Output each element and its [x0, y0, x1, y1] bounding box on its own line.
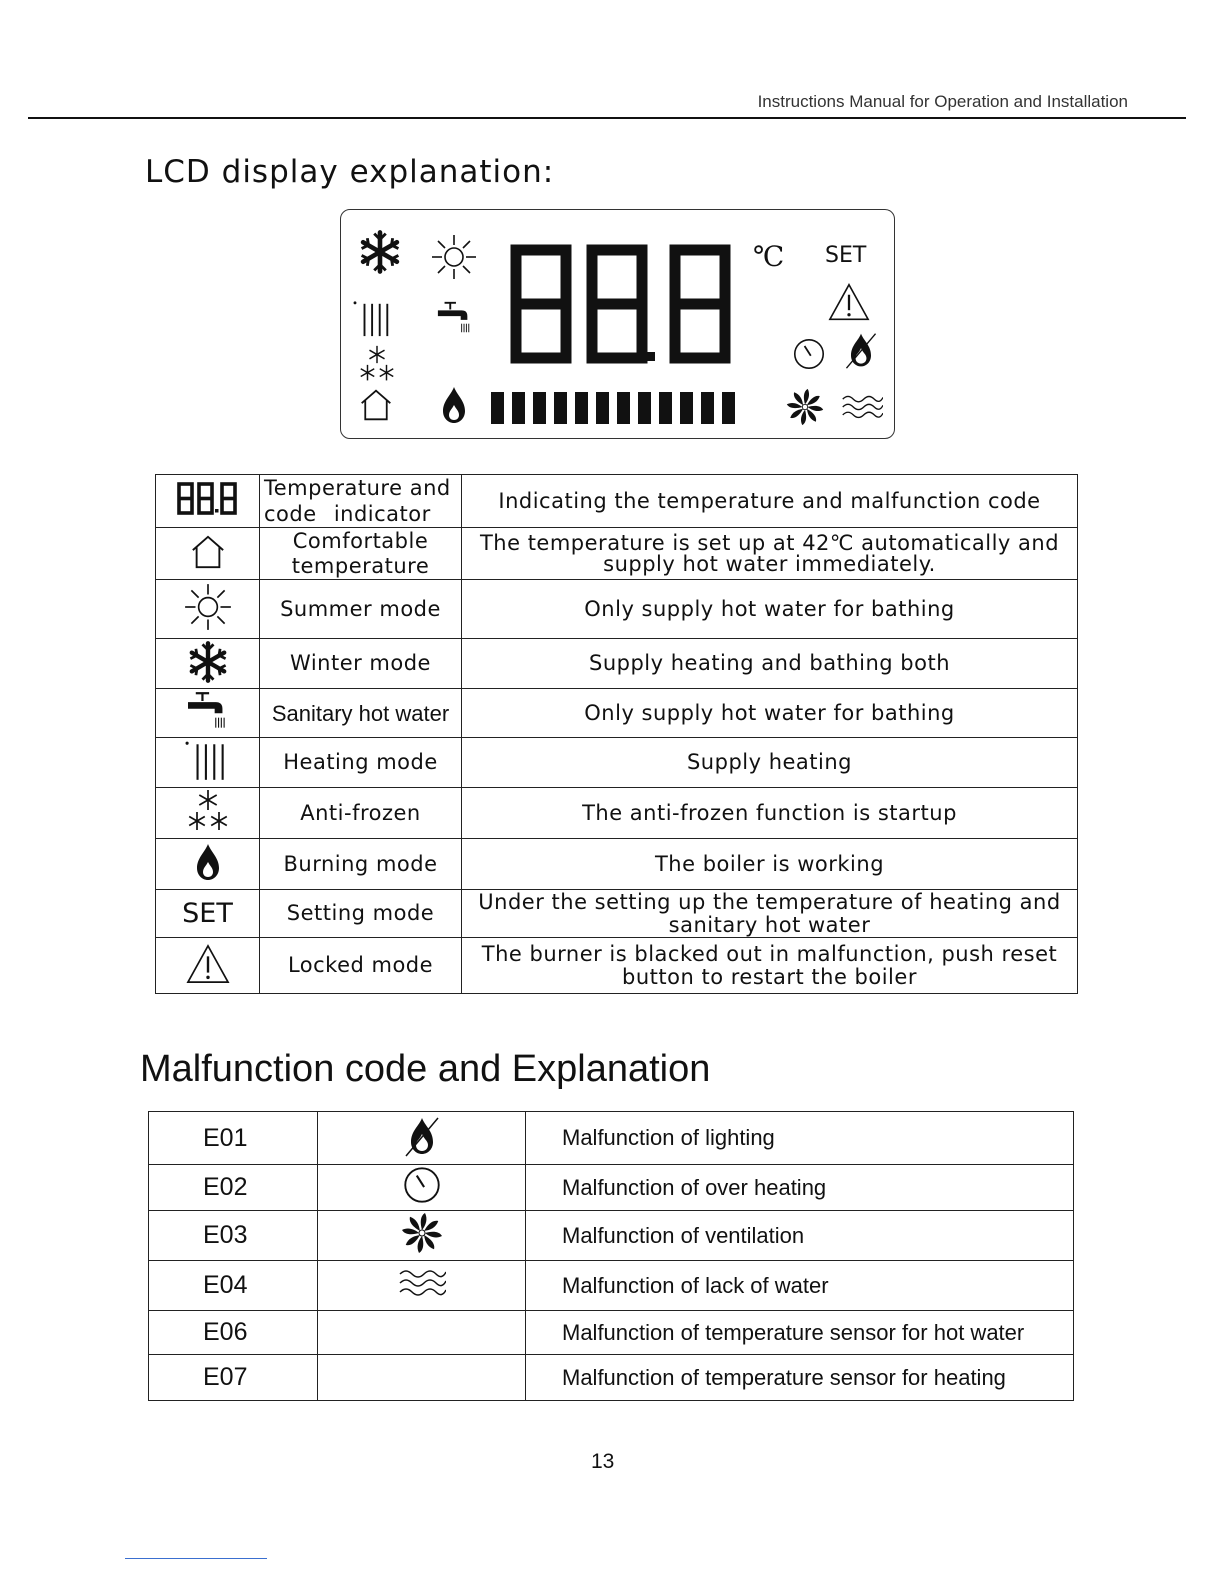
malfunction-description: Malfunction of temperature sensor for hot water	[526, 1311, 1074, 1355]
flame-crossed-icon	[400, 1114, 444, 1158]
lcd-display	[340, 209, 895, 439]
header-title: Instructions Manual for Operation and Installation	[757, 92, 1128, 111]
row-name: Burning mode	[260, 839, 462, 890]
table-row	[149, 1355, 1074, 1401]
thermostat-dial-icon	[399, 1166, 445, 1204]
footer-rule	[125, 1558, 267, 1559]
snowflake-icon	[362, 232, 399, 271]
malfunction-description: Malfunction of lack of water	[526, 1261, 1074, 1311]
row-description: The burner is blacked out in malfunction, push reset button to restart the boiler	[462, 938, 1078, 994]
row-name: Winter mode	[260, 639, 462, 689]
flame-crossed-icon	[846, 334, 875, 369]
malfunction-description: Malfunction of lighting	[526, 1112, 1074, 1165]
row-name: Anti-frozen	[260, 788, 462, 839]
empty-icon-cell	[318, 1311, 526, 1355]
table-row	[156, 475, 1078, 528]
thermostat-dial-icon	[795, 340, 823, 368]
radiator-icon	[354, 301, 388, 336]
page-number: 13	[591, 1450, 615, 1473]
house-icon	[189, 534, 227, 570]
malfunction-description: Malfunction of over heating	[526, 1165, 1074, 1211]
row-name: Temperature and	[264, 476, 451, 500]
table-row	[156, 689, 1078, 738]
decimal-point	[646, 352, 655, 361]
malfunction-description: Malfunction of temperature sensor for heating	[526, 1355, 1074, 1401]
faucet-icon	[185, 691, 231, 731]
table-row	[156, 890, 1078, 938]
flame-icon	[443, 387, 465, 423]
row-description: The boiler is working	[462, 839, 1078, 890]
malfunction-code: E01	[149, 1112, 318, 1165]
malfunction-code: E04	[149, 1261, 318, 1311]
header-rule	[28, 117, 1186, 119]
table-row	[156, 639, 1078, 689]
lcd-section-title: LCD display explanation:	[145, 154, 555, 190]
lcd-legend-table	[155, 474, 1078, 994]
row-name: Summer mode	[260, 580, 462, 639]
snowflake-icon	[186, 640, 230, 684]
lcd-digits	[516, 250, 725, 358]
warning-icon	[185, 943, 231, 985]
table-row	[156, 788, 1078, 839]
fan-icon	[787, 389, 823, 425]
table-row	[156, 738, 1078, 788]
house-icon	[362, 391, 391, 420]
table-row	[156, 528, 1078, 580]
anti-frozen-icon	[185, 789, 231, 833]
flame-icon	[193, 841, 223, 883]
table-row	[156, 938, 1078, 994]
set-indicator: SET	[825, 243, 867, 268]
malfunction-code: E07	[149, 1355, 318, 1401]
anti-frozen-icon	[361, 346, 393, 381]
row-name: Locked mode	[260, 938, 462, 994]
table-row	[149, 1261, 1074, 1311]
table-row	[149, 1211, 1074, 1261]
row-name: Setting mode	[260, 890, 462, 938]
empty-icon-cell	[318, 1355, 526, 1401]
set-icon: SET	[156, 890, 260, 938]
row-description: Only supply hot water for bathing	[462, 689, 1078, 738]
row-description: The anti-frozen function is startup	[462, 788, 1078, 839]
faucet-icon	[438, 303, 469, 332]
celsius-unit: ℃	[753, 240, 785, 273]
table-row	[156, 580, 1078, 639]
water-waves-icon	[398, 1266, 446, 1300]
level-bar	[491, 392, 735, 424]
table-row	[156, 839, 1078, 890]
row-description: Only supply hot water for bathing	[462, 580, 1078, 639]
row-description: Indicating the temperature and malfunction code	[462, 475, 1078, 528]
water-waves-icon	[843, 397, 883, 418]
malfunction-description: Malfunction of ventilation	[526, 1211, 1074, 1261]
malfunction-code: E03	[149, 1211, 318, 1261]
table-row	[149, 1112, 1074, 1165]
table-row	[149, 1165, 1074, 1211]
row-name: Comfortable	[292, 528, 429, 553]
row-name: Heating mode	[260, 738, 462, 788]
radiator-icon	[185, 740, 231, 782]
table-row	[149, 1311, 1074, 1355]
row-description: Supply heating	[462, 738, 1078, 788]
sun-icon	[432, 235, 476, 279]
sun-icon	[182, 581, 234, 633]
row-description: Under the setting up the temperature of heating and sanitary hot water	[462, 890, 1078, 938]
fan-icon	[400, 1211, 444, 1255]
row-description: The temperature is set up at 42℃ automatically and supply hot water immediately.	[462, 528, 1078, 580]
row-description: Supply heating and bathing both	[462, 639, 1078, 689]
row-name: code indicator	[264, 502, 431, 526]
warning-icon	[830, 285, 868, 320]
malfunction-table	[148, 1111, 1074, 1401]
row-name: Sanitary hot water	[260, 689, 462, 738]
malfunction-section-title: Malfunction code and Explanation	[140, 1048, 711, 1090]
malfunction-code: E02	[149, 1165, 318, 1211]
digits-icon	[176, 482, 240, 516]
row-name: temperature	[291, 553, 430, 578]
malfunction-code: E06	[149, 1311, 318, 1355]
